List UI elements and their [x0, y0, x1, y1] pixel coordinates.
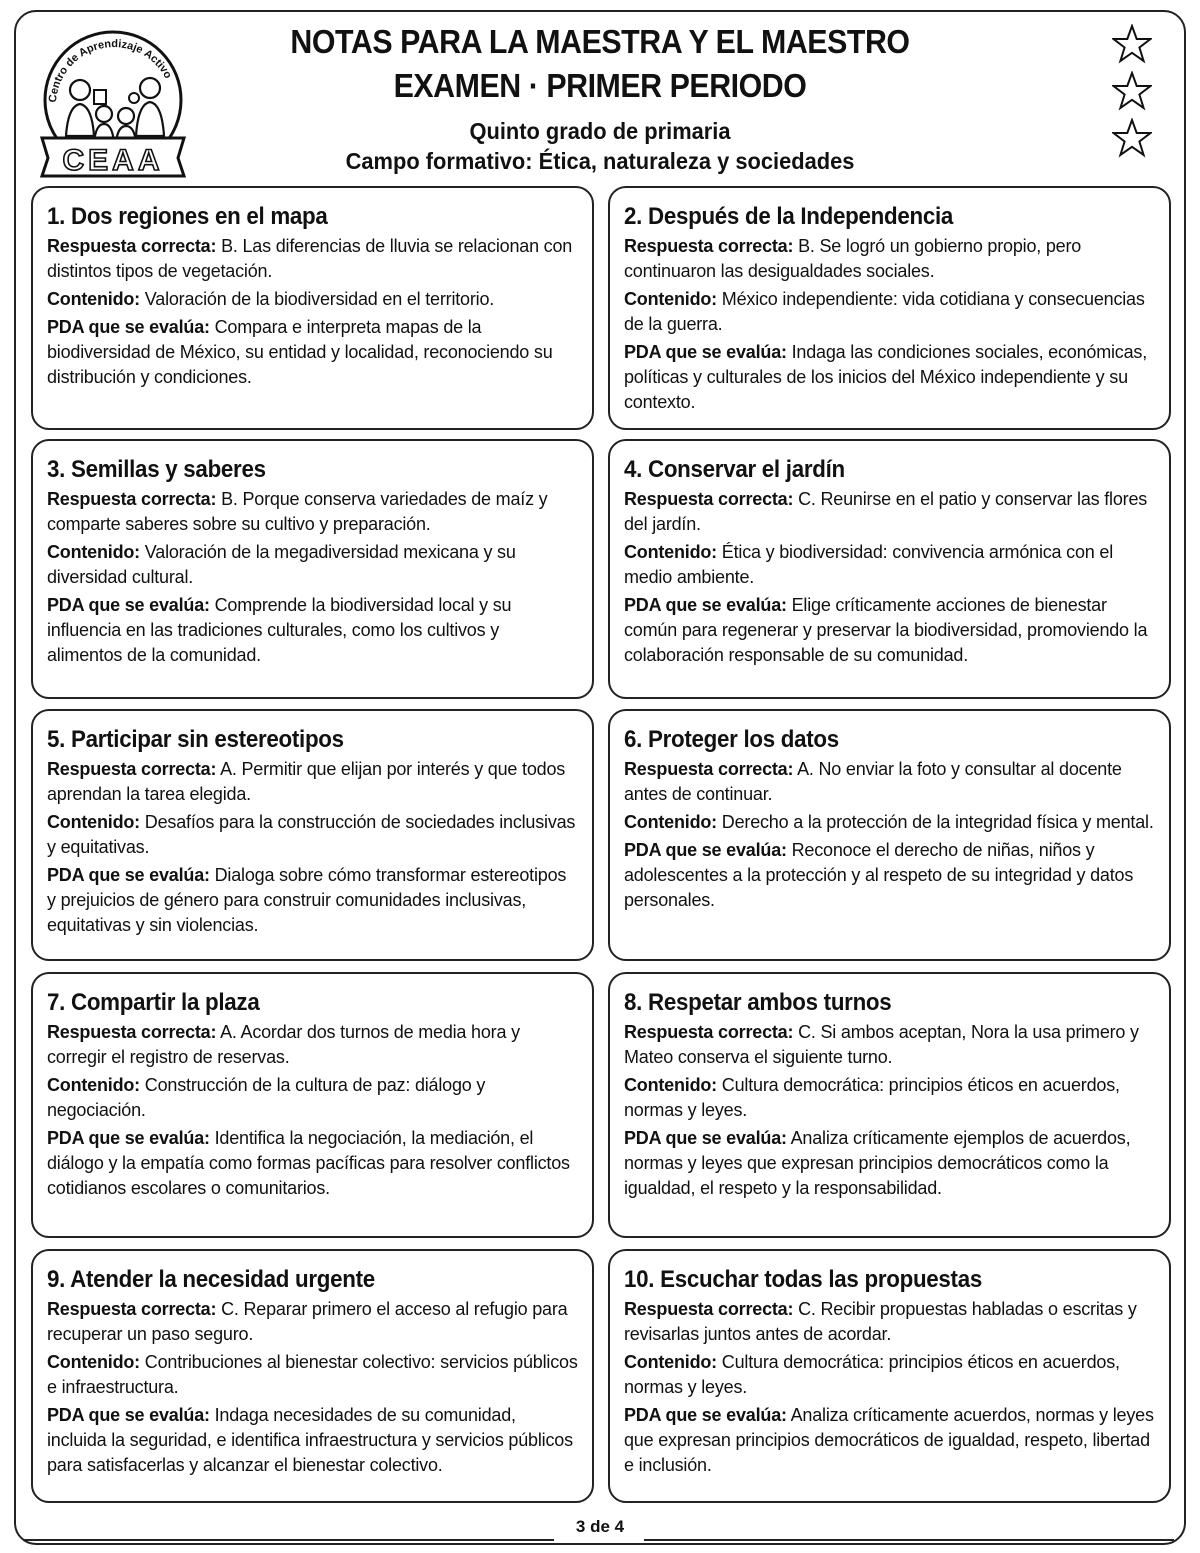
question-card-1 [31, 186, 594, 430]
pda-row [47, 315, 578, 390]
question-card-4 [608, 439, 1171, 699]
answer-text: C. Reparar primero el acceso al refugio para recuperar un paso seguro. [47, 1299, 568, 1344]
footer-divider-left [24, 1539, 554, 1541]
answer-label: Respuesta correcta: [47, 1022, 217, 1042]
content-text: Ética y biodiversidad: convivencia armónica con el medio ambiente. [624, 542, 1114, 587]
content-label: Contenido: [624, 289, 717, 309]
rating-stars [1112, 24, 1156, 165]
answer-label: Respuesta correcta: [624, 489, 794, 509]
header-titles [200, 20, 1000, 176]
content-label: Contenido: [624, 1352, 717, 1372]
answer-row [624, 234, 1155, 284]
answer-label: Respuesta correcta: [624, 1299, 794, 1319]
pda-row [47, 863, 578, 938]
answer-row [624, 1020, 1155, 1070]
pda-text: Compara e interpreta mapas de la biodiversidad de México, su entidad y localidad, reconociendo su distribución y condiciones. [47, 317, 553, 387]
content-row [624, 1350, 1155, 1400]
content-text: Valoración de la megadiversidad mexicana y su diversidad cultural. [47, 542, 516, 587]
content-text: Desafíos para la construcción de sociedades inclusivas y equitativas. [47, 812, 576, 857]
page-title: NOTAS PARA LA MAESTRA Y EL MAESTRO [290, 23, 910, 60]
content-text: Valoración de la biodiversidad en el territorio. [144, 289, 495, 309]
question-title: 2. Después de la Independencia [624, 203, 954, 230]
pda-text: Indaga las condiciones sociales, económicas, políticas y culturales de los inicios del México independiente y su contexto. [624, 342, 1148, 412]
content-row [624, 540, 1155, 590]
ceaa-logo [38, 18, 188, 178]
question-card-9 [31, 1249, 594, 1503]
content-text: México independiente: vida cotidiana y consecuencias de la guerra. [624, 289, 1145, 334]
answer-label: Respuesta correcta: [624, 759, 794, 779]
grade-subtitle: Quinto grado de primaria [469, 118, 731, 144]
content-label: Contenido: [47, 812, 140, 832]
content-text: Derecho a la protección de la integridad física y mental. [721, 812, 1154, 832]
content-row [47, 1073, 578, 1123]
pda-label: PDA que se evalúa: [47, 1405, 210, 1425]
content-label: Contenido: [47, 542, 140, 562]
pda-text: Comprende la biodiversidad local y su influencia en las tradiciones culturales, como los cultivos y alimentos de la comunidad. [47, 595, 512, 665]
question-card-5 [31, 709, 594, 961]
question-title: 9. Atender la necesidad urgente [47, 1266, 375, 1293]
content-label: Contenido: [47, 1352, 140, 1372]
pda-label: PDA que se evalúa: [47, 1128, 210, 1148]
pda-label: PDA que se evalúa: [624, 1128, 787, 1148]
answer-text: A. Permitir que elijan por interés y que todos aprendan la tarea elegida. [47, 759, 566, 804]
pda-label: PDA que se evalúa: [624, 1405, 787, 1425]
pda-label: PDA que se evalúa: [624, 840, 787, 860]
field-subtitle: Campo formativo: Ética, naturaleza y sociedades [345, 148, 855, 174]
question-card-8 [608, 972, 1171, 1238]
answer-label: Respuesta correcta: [624, 1022, 794, 1042]
question-title: 7. Compartir la plaza [47, 989, 260, 1016]
page-number: 3 de 4 [575, 1517, 625, 1536]
pda-row [624, 1126, 1155, 1201]
answer-row [47, 234, 578, 284]
content-text: Cultura democrática: principios éticos en acuerdos, normas y leyes. [624, 1075, 1120, 1120]
question-card-7 [31, 972, 594, 1238]
star-icon [1112, 71, 1152, 111]
logo-arc-text: Centro de Aprendizaje Activo [46, 38, 174, 104]
answer-row [47, 1020, 578, 1070]
answer-row [624, 1297, 1155, 1347]
answer-row [624, 757, 1155, 807]
answer-text: C. Recibir propuestas habladas o escritas y revisarlas juntos antes de acordar. [624, 1299, 1137, 1344]
answer-row [624, 487, 1155, 537]
content-text: Cultura democrática: principios éticos en acuerdos, normas y leyes. [624, 1352, 1120, 1397]
answer-text: A. No enviar la foto y consultar al docente antes de continuar. [624, 759, 1122, 804]
header [0, 0, 1200, 185]
answer-text: A. Acordar dos turnos de media hora y corregir el registro de reservas. [47, 1022, 520, 1067]
content-row [624, 810, 1155, 835]
content-text: Construcción de la cultura de paz: diálogo y negociación. [47, 1075, 486, 1120]
answer-label: Respuesta correcta: [47, 759, 217, 779]
pda-row [624, 340, 1155, 415]
question-title: 1. Dos regiones en el mapa [47, 203, 328, 230]
exam-title: EXAMEN · PRIMER PERIODO [393, 67, 807, 104]
content-label: Contenido: [624, 542, 717, 562]
content-text: Contribuciones al bienestar colectivo: servicios públicos e infraestructura. [47, 1352, 578, 1397]
star-icon [1112, 24, 1152, 64]
content-row [47, 287, 578, 312]
star-icon [1112, 118, 1152, 158]
pda-text: Analiza críticamente acuerdos, normas y leyes que expresan principios democráticos de igualdad, respeto, libertad e inclusión. [624, 1405, 1154, 1475]
answer-label: Respuesta correcta: [47, 236, 217, 256]
answer-label: Respuesta correcta: [47, 1299, 217, 1319]
answer-label: Respuesta correcta: [47, 489, 217, 509]
question-card-3 [31, 439, 594, 699]
pda-label: PDA que se evalúa: [47, 595, 210, 615]
pda-label: PDA que se evalúa: [47, 317, 210, 337]
question-card-2 [608, 186, 1171, 430]
answer-row [47, 487, 578, 537]
question-title: 5. Participar sin estereotipos [47, 726, 344, 753]
pda-row [47, 1126, 578, 1201]
pda-row [624, 593, 1155, 668]
answer-row [47, 757, 578, 807]
content-row [47, 540, 578, 590]
pda-text: Indaga necesidades de su comunidad, incluida la seguridad, e identifica infraestructura y servicios públicos para satisfacerlas y alcanzar el bienestar colectivo. [47, 1405, 573, 1475]
pda-text: Elige críticamente acciones de bienestar común para regenerar y preservar la biodiversidad, promoviendo la colaboración responsable de su comunidad. [624, 595, 1148, 665]
answer-text: C. Reunirse en el patio y conservar las flores del jardín. [624, 489, 1148, 534]
answer-text: B. Se logró un gobierno propio, pero continuaron las desigualdades sociales. [624, 236, 1082, 281]
content-row [624, 1073, 1155, 1123]
content-label: Contenido: [624, 1075, 717, 1095]
content-label: Contenido: [47, 1075, 140, 1095]
question-card-10 [608, 1249, 1171, 1503]
pda-text: Reconoce el derecho de niñas, niños y adolescentes a la protección y al respeto de su integridad y datos personales. [624, 840, 1134, 910]
content-row [47, 1350, 578, 1400]
logo-acronym: CEAA [62, 144, 164, 177]
question-title: 3. Semillas y saberes [47, 456, 266, 483]
pda-row [624, 1403, 1155, 1478]
footer-divider-right [644, 1539, 1174, 1541]
pda-text: Analiza críticamente ejemplos de acuerdos, normas y leyes que expresan principios democráticos como la igualdad, el respeto y la responsabilidad. [624, 1128, 1131, 1198]
content-row [47, 810, 578, 860]
answer-text: C. Si ambos aceptan, Nora la usa primero y Mateo conserva el siguiente turno. [624, 1022, 1139, 1067]
pda-row [624, 838, 1155, 913]
pda-label: PDA que se evalúa: [624, 595, 787, 615]
question-card-6 [608, 709, 1171, 961]
answer-label: Respuesta correcta: [624, 236, 794, 256]
pda-row [47, 1403, 578, 1478]
answer-row [47, 1297, 578, 1347]
answer-text: B. Porque conserva variedades de maíz y comparte saberes sobre su cultivo y preparación. [47, 489, 548, 534]
pda-text: Identifica la negociación, la mediación, el diálogo y la empatía como formas pacíficas para resolver conflictos cotidianos escolares o comunitarios. [47, 1128, 570, 1198]
question-title: 10. Escuchar todas las propuestas [624, 1266, 982, 1293]
question-title: 6. Proteger los datos [624, 726, 839, 753]
pda-text: Dialoga sobre cómo transformar estereotipos y prejuicios de género para construir comunidades inclusivas, equitativas y sin violencias. [47, 865, 567, 935]
question-title: 8. Respetar ambos turnos [624, 989, 892, 1016]
content-row [624, 287, 1155, 337]
question-title: 4. Conservar el jardín [624, 456, 845, 483]
content-label: Contenido: [47, 289, 140, 309]
pda-label: PDA que se evalúa: [47, 865, 210, 885]
answer-text: B. Las diferencias de lluvia se relacionan con distintos tipos de vegetación. [47, 236, 573, 281]
footer [14, 1515, 1186, 1545]
pda-row [47, 593, 578, 668]
content-label: Contenido: [624, 812, 717, 832]
pda-label: PDA que se evalúa: [624, 342, 787, 362]
ceaa-logo-graphic [38, 18, 188, 178]
